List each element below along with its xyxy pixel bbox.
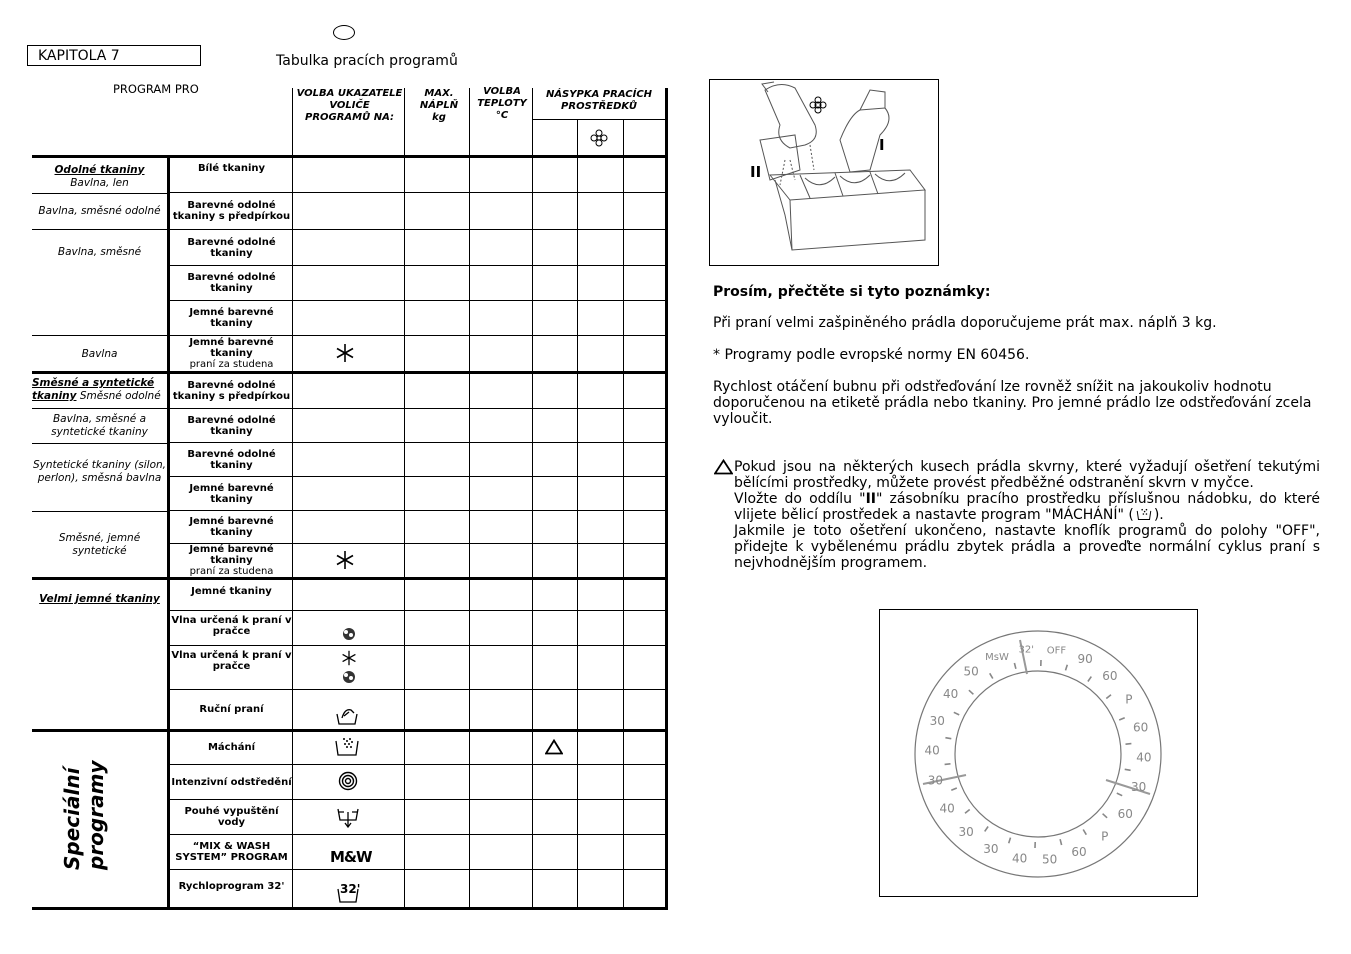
notes-title: Prosím, přečtěte si tyto poznámky: [713,284,991,300]
dial-tick [1106,695,1111,699]
dial-label: 60 [1132,720,1149,735]
spin-icon [338,771,358,791]
snowflake-icon [341,650,357,666]
language-oval [333,25,355,40]
warning-note: Pokud jsou na některých kusech prádla skvrny, které vyžadují ošetření tekutými bělícími prostředky, můžete provést předběžné odstranění skvrn v myčce. Vložte do oddílu "II" zásobníku pracího prostředku příslušnou nádobku, do které vlijete bělicí prostředek a nastavte program "MÁCHÁNÍ" ( ). Jakmile je toto ošetření ukončeno, nastavte knoflík programů do polohy "OFF", přidejte k vybělenému prádlu zbytek prádla a proveďte normální cyklus praní s nejvhodnějším programem. [734,459,1320,571]
dial-tick [985,827,988,832]
row-fabric-0: Bílé tkaniny [197,162,266,174]
flower-icon [589,128,609,148]
category-odolne: Odolné tkaniny Bavlna, len [54,163,145,189]
category-bavlna-smesne-synteticke: Bavlna, směsné a syntetické tkaniny [51,413,148,438]
row-fabric-15: Ruční praní [199,704,264,715]
dial-tick [1060,839,1062,845]
row-fabric-2: Barevné odolné tkaniny [187,236,276,259]
row-fabric-5: Jemné barevné tkaniny praní za studena [189,337,274,370]
category-bavlna-smesne: Bavlna, směsné [57,245,142,258]
special-programs-label: Speciální programy [60,760,108,870]
dial-tick [1125,769,1131,770]
dial-label: MsW [985,652,1009,664]
warning-triangle-icon [545,739,563,755]
dial-label: OFF [1046,645,1067,657]
rinse-icon [334,735,360,757]
quick32-icon: 32' [336,881,360,903]
dial-label: 30 [958,824,974,839]
snowflake-icon [335,343,355,363]
dial-label: 40 [939,801,955,816]
dial-tick [1103,814,1108,818]
category-synteticke: Syntetické tkaniny (silon, perlon), směsná bavlna [32,459,167,484]
dial-tick [945,738,951,739]
dial-tick [1014,663,1016,669]
dial-tick [1066,665,1068,671]
row-fabric-6: Barevné odolné tkaniny s předpírkou [172,380,291,402]
dial-label: 30 [929,713,945,728]
dial-label: 40 [1011,851,1028,866]
dial-label: 30 [1131,780,1147,795]
note-paragraph-2: * Programy podle evropské normy EN 60456. [713,347,1030,363]
row-fabric-19: “MIX & WASH SYSTEM” PROGRAM [175,841,288,863]
rinse-icon [1136,507,1152,521]
row-fabric-10: Jemné barevné tkaniny [189,516,274,538]
dial-label: 60 [1102,669,1118,684]
column-header-program-pro: PROGRAM PRO [113,82,199,96]
dial-label: 50 [963,664,979,679]
column-header-teplota: VOLBA TEPLOTY °C [477,86,527,121]
dial-tick [1009,838,1011,844]
row-fabric-1: Barevné odolné tkaniny s předpírkou [172,200,291,222]
column-header-nasypka: NÁSYPKA PRACÍCH PROSTŘEDKŮ [545,89,653,112]
wool-icon [341,669,357,684]
row-fabric-12: Jemné tkaniny [191,585,272,597]
compartment-label-ii: II [750,163,762,181]
row-fabric-14: Vlna určená k praní v pračce [171,650,292,672]
row-fabric-11: Jemné barevné tkaniny praní za studena [189,544,274,577]
warning-triangle-icon [714,459,733,475]
row-fabric-7: Barevné odolné tkaniny [187,414,276,437]
row-fabric-20: Rychloprogram 32' [178,880,285,892]
dial-label: 30 [927,773,944,788]
dial-label: 40 [943,686,959,701]
dial-label: P [1125,692,1133,707]
column-header-max: MAX. NÁPLŇ kg [419,88,459,123]
page-title: Tabulka pracích programů [276,53,458,69]
compartment-label-i: I [879,136,885,154]
dial-label: 32' [1018,644,1035,656]
dial-label: 30 [983,842,999,856]
row-fabric-16: Máchání [207,741,256,753]
dial-label: 60 [1117,807,1133,822]
dial-tick [1117,793,1122,796]
category-smesne-synteticke: Směsné a syntetické tkaniny Směsné odolné [32,377,161,402]
program-dial [880,610,1197,896]
dial-tick [1126,744,1132,745]
category-bavlna: Bavlna [81,347,118,360]
dial-label: 60 [1071,844,1087,859]
row-fabric-13: Vlna určená k praní v pračce [171,615,292,637]
chapter-label: KAPITOLA 7 [27,45,201,66]
wool-icon [341,626,357,641]
dial-label: 90 [1077,652,1093,666]
dial-tick [945,764,951,765]
dial-tick [1088,677,1091,682]
row-fabric-9: Jemné barevné tkaniny [189,482,274,505]
row-fabric-4: Jemné barevné tkaniny [189,307,274,329]
category-smesne-jemne: Směsné, jemné syntetické [58,531,141,557]
row-fabric-18: Pouhé vypuštění vody [184,806,279,828]
category-bavlna-smesne-odolne: Bavlna, směsné odolné [38,205,161,217]
note-paragraph-3: Rychlost otáčení bubnu při odstřeďování lze rovněž snížit na jakoukoliv hodnotu doporučenou na etiketě prádla nebo tkaniny. Pro jemné prádlo lze odstřeďování zcela vyloučit. [713,379,1312,427]
handwash-icon [335,704,359,726]
dial-label: 40 [1136,750,1152,765]
mix-wash-icon: M&W [330,848,372,866]
dial-tick [969,690,974,694]
note-paragraph-1: Při praní velmi zašpiněného prádla doporučujeme prát max. náplň 3 kg. [713,315,1217,331]
program-dial-illustration [879,609,1198,897]
dial-label: 50 [1042,852,1058,867]
row-fabric-17: Intenzivní odstředění [171,776,292,788]
dial-label: P [1101,829,1109,844]
drain-icon [336,806,360,828]
dial-tick [1083,830,1086,835]
dial-tick [965,810,970,814]
dial-tick [954,712,959,715]
snowflake-icon [335,550,355,570]
row-fabric-3: Barevné odolné tkaniny [187,272,276,294]
column-header-volba: VOLBA UKAZATELE VOLIČE PROGRAMŮ NA: [296,88,403,123]
dial-label: 40 [924,743,940,758]
dial-tick [1119,718,1125,720]
category-velmi-jemne: Velmi jemné tkaniny [39,593,160,605]
dial-tick [951,788,957,790]
dial-tick [990,673,993,678]
drawer-drawing [710,80,938,265]
detergent-drawer-illustration [709,79,939,266]
row-fabric-8: Barevné odolné tkaniny [187,448,276,471]
